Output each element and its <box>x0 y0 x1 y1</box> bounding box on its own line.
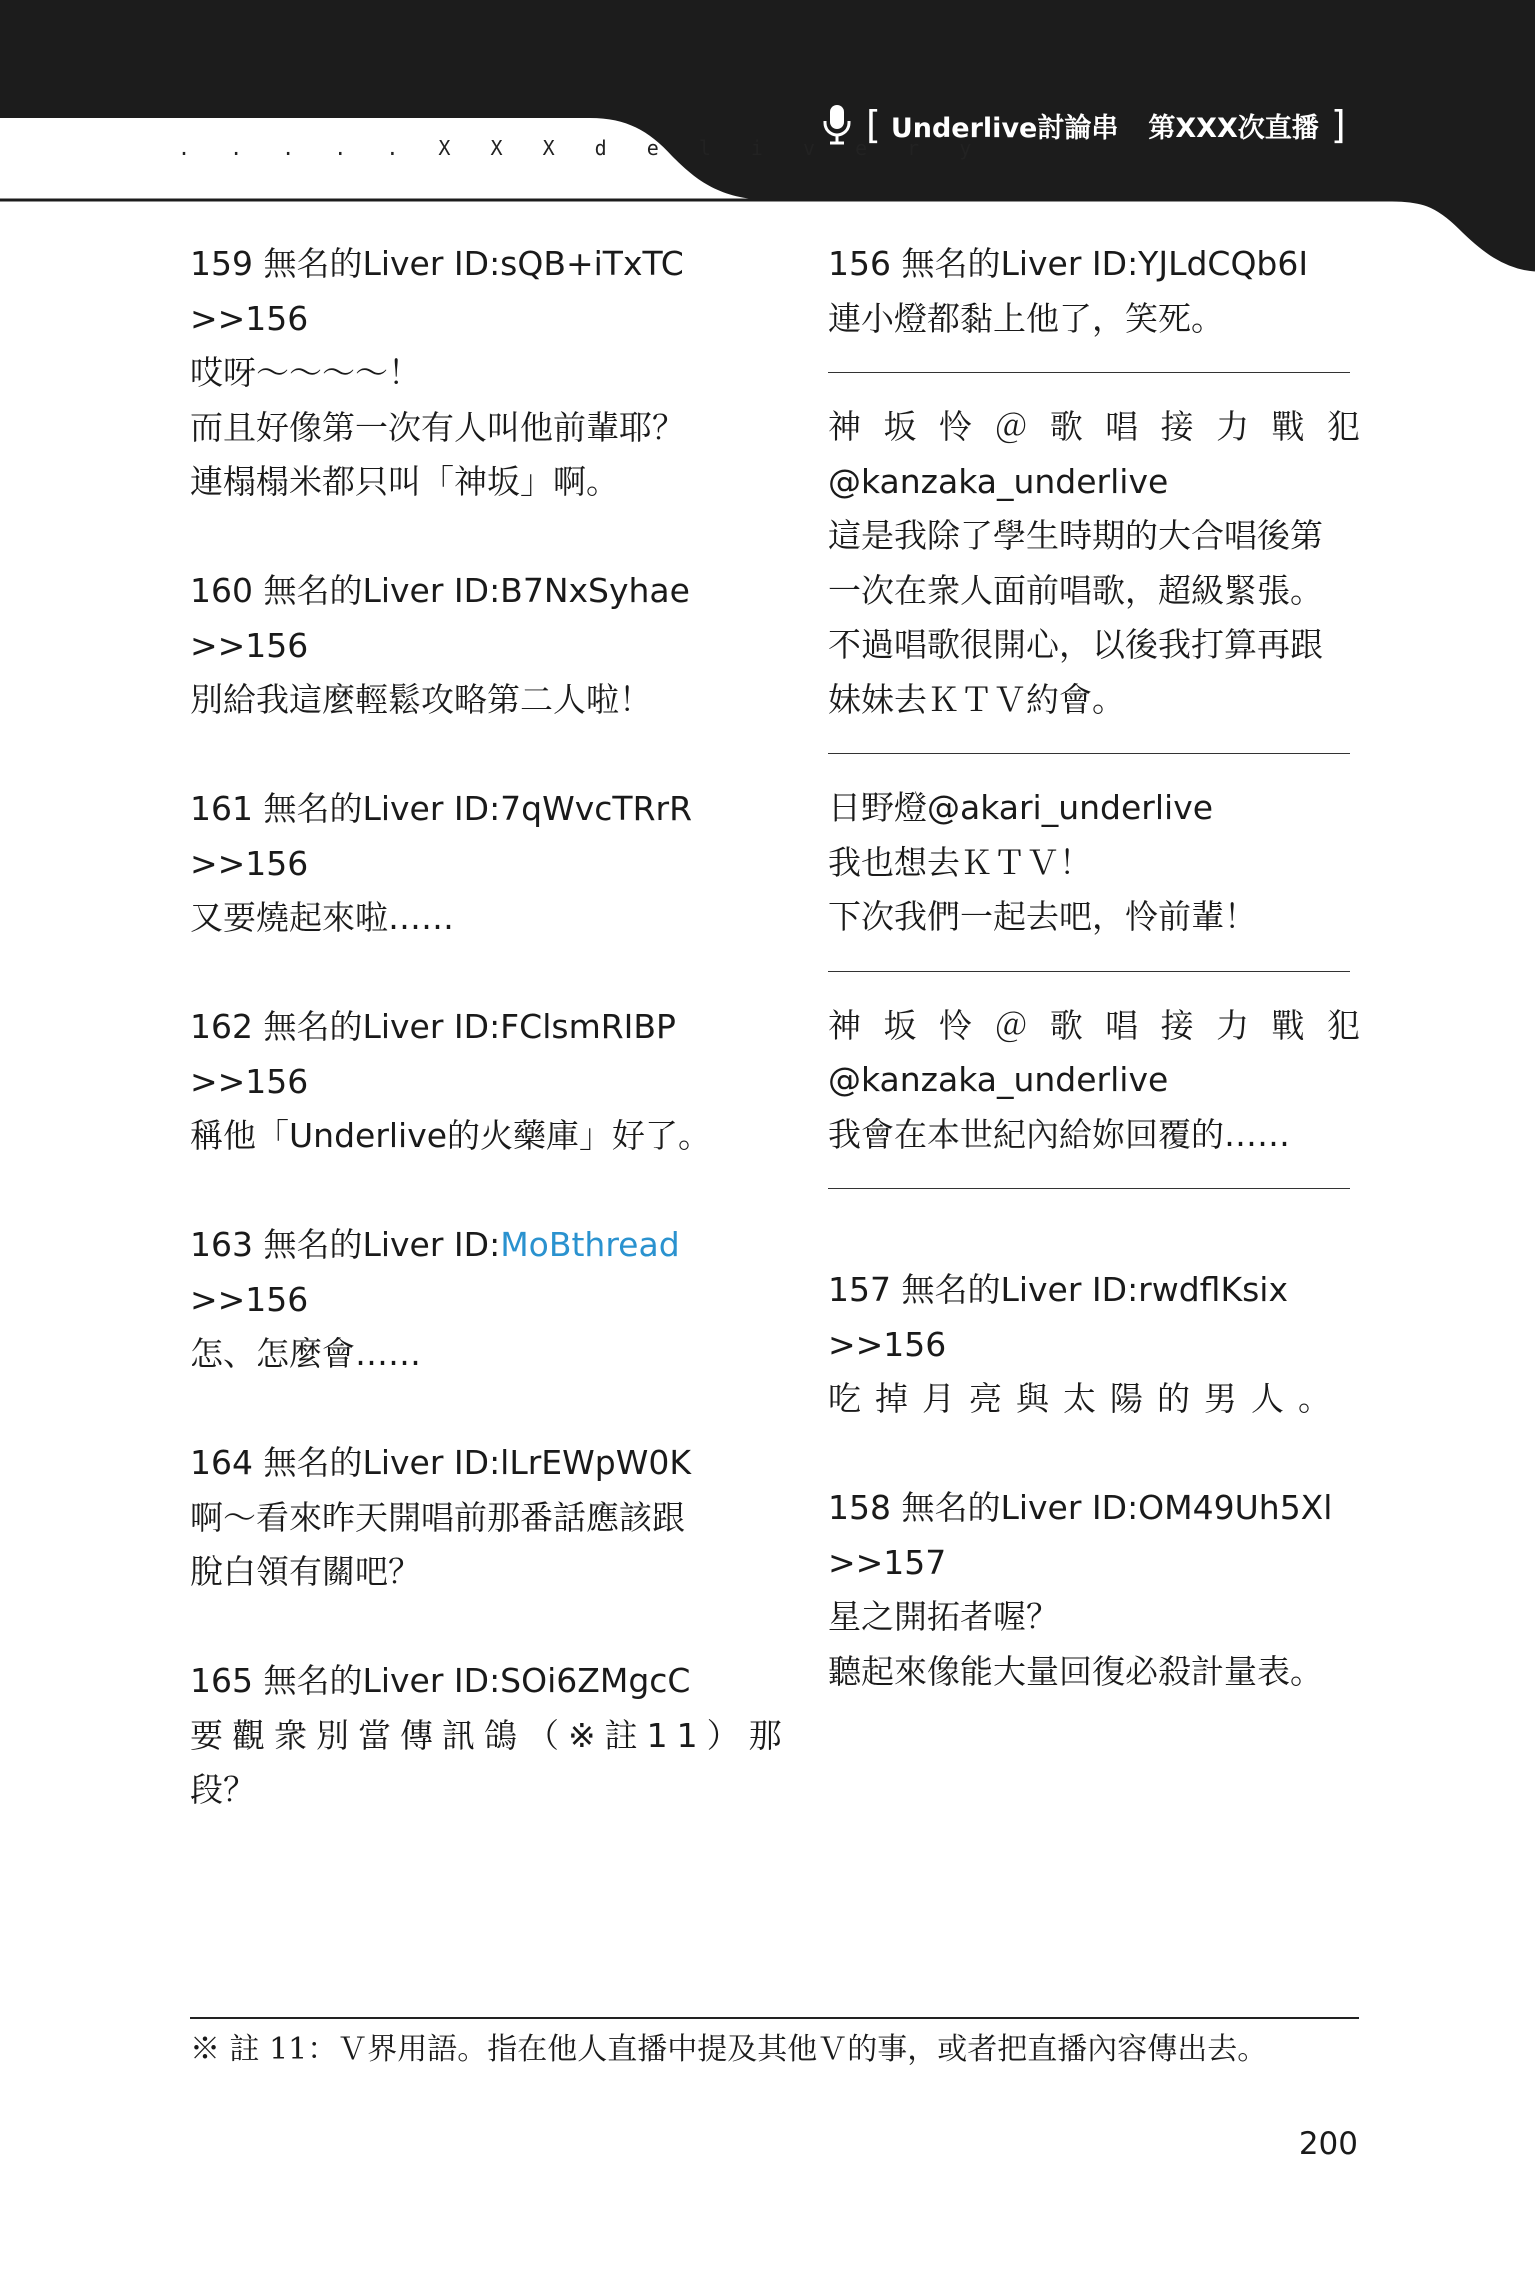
bracket-close: ] <box>1330 103 1346 147</box>
post-text: 又要燒起來啦…… <box>190 898 454 937</box>
post-163 <box>190 1218 750 1382</box>
divider <box>828 971 1350 972</box>
post-text: 段？ <box>190 1770 256 1809</box>
tweet-author: 神坂怜＠歌唱接力戰犯 <box>828 1005 1360 1045</box>
tweet-handle[interactable]: @kanzaka_underlive <box>828 461 1169 501</box>
tweet-author: 神坂怜＠歌唱接力戰犯 <box>828 407 1360 446</box>
post-164 <box>190 1436 750 1600</box>
tweet-kanzaka-2 <box>828 999 1360 1163</box>
tweet-text: 不過唱歌很開心，以後我打算再跟 <box>828 625 1323 664</box>
post-162 <box>190 1000 750 1164</box>
post-id-line: 164 無名的Liver ID:lLrEWpW0K <box>190 1443 691 1482</box>
post-159 <box>190 237 750 510</box>
post-id-line: 156 無名的Liver ID:YJLdCQb6I <box>828 244 1309 283</box>
post-id-line: 158 無名的Liver ID:OM49Uh5Xl <box>828 1488 1333 1527</box>
microphone-icon <box>820 103 854 147</box>
post-text: 啊～看來昨天開唱前那番話應該跟 <box>190 1497 685 1537</box>
reply-link[interactable]: >>157 <box>828 1542 947 1582</box>
post-id-line: 165 無名的Liver ID:SOi6ZMgcC <box>190 1661 691 1700</box>
tweet-text: 我會在本世紀內給妳回覆的…… <box>828 1114 1290 1154</box>
highlighted-id: MoBthread <box>500 1225 680 1264</box>
reply-link[interactable]: >>156 <box>828 1324 947 1364</box>
stream-title: 第XXX次直播 <box>1148 112 1319 144</box>
header-title <box>820 102 1346 148</box>
tweet-text: 這是我除了學生時期的大合唱後第 <box>828 516 1323 555</box>
tweet-text: 我也想去ＫＴＶ！ <box>828 842 1092 882</box>
right-column <box>828 237 1360 1699</box>
post-id-line <box>190 1218 750 1273</box>
post-id-line: 157 無名的Liver ID:rwdflKsix <box>828 1270 1289 1309</box>
bracket-open: [ <box>866 103 881 147</box>
post-text: 連小燈都黏上他了，笑死。 <box>828 298 1224 338</box>
post-text: 哎呀～～～～！ <box>190 353 421 392</box>
divider <box>828 372 1350 373</box>
footnote: ※ 註 11：Ｖ界用語。指在他人直播中提及其他Ｖ的事，或者把直播內容傳出去。 <box>190 2032 1268 2067</box>
post-text: 聽起來像能大量回復必殺計量表。 <box>828 1651 1323 1691</box>
post-161 <box>190 782 750 946</box>
tweet-text: 一次在衆人面前唱歌，超級緊張。 <box>828 570 1323 610</box>
tweet-akari <box>828 781 1360 945</box>
thread-title: Underlive討論串 <box>890 112 1119 144</box>
post-text: 別給我這麼輕鬆攻略第二人啦！ <box>190 680 652 719</box>
tweet-kanzaka-1 <box>828 400 1360 727</box>
tweet-author: 日野燈@akari_underlive <box>828 788 1214 827</box>
reply-link[interactable]: >>156 <box>190 298 309 338</box>
left-column <box>190 237 791 1818</box>
reply-link[interactable]: >>156 <box>190 843 309 883</box>
post-text: 吃掉月亮與太陽的男人。 <box>828 1379 1345 1418</box>
post-text: 怎、怎麼會…… <box>190 1334 421 1373</box>
divider <box>828 1188 1350 1189</box>
tweet-text: 妹妹去ＫＴＶ約會。 <box>828 679 1125 719</box>
header-subtitle: . . . . . X X X d e l i v e r y <box>178 136 986 160</box>
page-number: 200 <box>1298 2126 1358 2162</box>
post-text: 星之開拓者喔？ <box>828 1597 1059 1636</box>
post-157 <box>828 1263 1360 1427</box>
reply-link[interactable]: >>156 <box>190 625 309 665</box>
post-id-line: 160 無名的Liver ID:B7NxSyhae <box>190 571 690 610</box>
post-text: 脫白領有關吧？ <box>190 1552 421 1591</box>
tweet-text: 下次我們一起去吧，怜前輩！ <box>828 897 1257 936</box>
reply-link[interactable]: >>156 <box>190 1279 309 1319</box>
post-158 <box>828 1481 1360 1699</box>
post-text: 要觀衆別當傳訊鴿（※註11）那 <box>190 1715 791 1755</box>
post-text: 稱他「Underlive的火藥庫」好了。 <box>190 1116 712 1155</box>
post-156 <box>828 237 1360 346</box>
reply-link[interactable]: >>156 <box>190 1061 309 1101</box>
post-text: 連榻榻米都只叫「神坂」啊。 <box>190 462 619 501</box>
post-165 <box>190 1654 791 1818</box>
divider <box>828 753 1350 754</box>
post-id-line: 159 無名的Liver ID:sQB+iTxTC <box>190 244 684 283</box>
footnote-divider <box>190 2017 1359 2019</box>
post-text: 而且好像第一次有人叫他前輩耶？ <box>190 407 685 447</box>
post-id-line: 162 無名的Liver ID:FClsmRIBP <box>190 1007 676 1046</box>
post-id-prefix: 163 無名的Liver ID: <box>190 1225 501 1264</box>
post-id-line: 161 無名的Liver ID:7qWvcTRrR <box>190 789 693 828</box>
tweet-handle[interactable]: @kanzaka_underlive <box>828 1060 1169 1099</box>
post-160 <box>190 564 750 728</box>
